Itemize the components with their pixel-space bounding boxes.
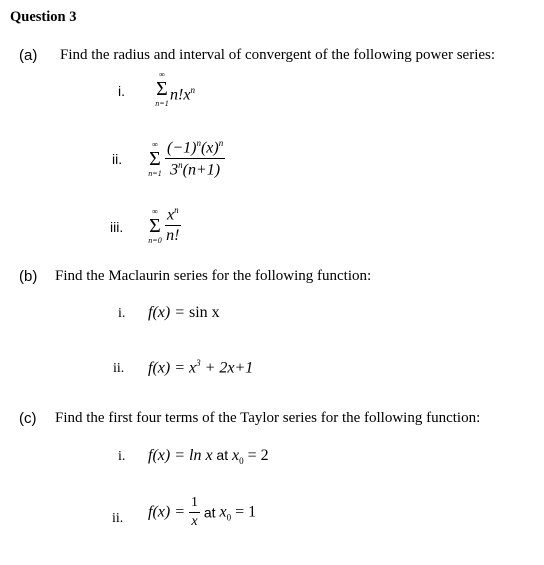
part-b-item-2-expression — [148, 358, 253, 377]
numerator-exp: n — [174, 205, 179, 215]
expression-lhs: f(x) = ln x — [148, 447, 213, 464]
fraction-numerator: 1 — [189, 495, 200, 513]
expression-fraction — [189, 495, 200, 530]
numerator-exp-1: n — [196, 138, 201, 148]
numerator-exp-2: n — [218, 138, 224, 148]
at-word: at — [212, 447, 233, 463]
part-b-item-2-number: ii. — [113, 361, 125, 376]
part-b-prompt: Find the Maclaurin series for the following function: — [55, 268, 372, 284]
part-a-prompt: Find the radius and interval of convergent of the following power series: — [60, 47, 496, 63]
part-c-prompt: Find the first four terms of the Taylor series for the following function: — [55, 410, 481, 426]
fraction-denominator — [165, 159, 225, 179]
expression-rest: + 2x+1 — [200, 359, 254, 377]
numerator-base: x — [167, 206, 175, 224]
part-b-item-1-expression — [148, 304, 220, 322]
fraction-numerator — [165, 138, 225, 159]
part-a-item-2-sum — [145, 140, 165, 178]
x0-value: = 1 — [231, 503, 257, 521]
part-a-item-1-number: i. — [118, 83, 125, 99]
sum-lower-limit: n=0 — [148, 236, 162, 245]
sum-lower-limit: n=1 — [148, 169, 162, 178]
fraction-denominator: x — [191, 514, 198, 529]
sigma-symbol: Σ — [149, 215, 161, 237]
part-c-item-2-expression — [148, 495, 256, 530]
x0-symbol: x — [219, 503, 227, 521]
part-c-item-1-expression — [148, 447, 269, 466]
x0-symbol: x — [232, 447, 240, 464]
part-a-item-3-sum — [145, 207, 165, 245]
x0-subscript: 0 — [239, 456, 244, 467]
denominator-part-1: 3 — [170, 161, 179, 179]
part-c-item-1-number: i. — [118, 449, 126, 464]
expression-lhs: f(x) = — [148, 304, 189, 321]
expression-rhs: sin x — [189, 304, 220, 321]
sum-upper-limit: ∞ — [152, 207, 158, 216]
part-b-label: (b) — [19, 268, 38, 285]
term-base: n!x — [170, 86, 191, 104]
part-c-label: (c) — [19, 410, 37, 427]
question-title: Question 3 — [10, 9, 77, 25]
part-a-item-3-number: iii. — [110, 219, 124, 235]
denominator-exp: n — [178, 160, 183, 171]
x0-value: = 2 — [243, 447, 269, 464]
fraction-numerator — [165, 205, 181, 226]
fraction-denominator: n! — [166, 227, 180, 245]
x0-subscript: 0 — [226, 512, 232, 523]
part-a-item-1-term — [170, 85, 195, 104]
denominator-part-2: (n+1) — [182, 161, 221, 179]
part-a-item-3-fraction — [165, 205, 181, 245]
part-b-item-1-number: i. — [118, 306, 126, 321]
at-word: at — [200, 504, 220, 521]
sum-lower-limit: n=1 — [155, 99, 169, 108]
part-a-item-2-number: ii. — [112, 151, 123, 167]
expression-lhs: f(x) = x — [148, 359, 197, 377]
part-a-label: (a) — [19, 47, 38, 64]
term-exponent: n — [190, 85, 195, 95]
part-c-item-2-number: ii. — [112, 511, 124, 526]
sum-upper-limit: ∞ — [159, 70, 165, 79]
expression-lhs: f(x) = — [148, 503, 189, 521]
numerator-part-2: (x) — [200, 139, 219, 157]
part-a-item-2-fraction — [165, 138, 225, 180]
expression-exponent: 3 — [196, 358, 201, 368]
sigma-symbol: Σ — [156, 78, 168, 100]
numerator-part-1: (−1) — [167, 139, 197, 157]
sigma-symbol: Σ — [149, 148, 161, 170]
sum-upper-limit: ∞ — [152, 140, 158, 149]
